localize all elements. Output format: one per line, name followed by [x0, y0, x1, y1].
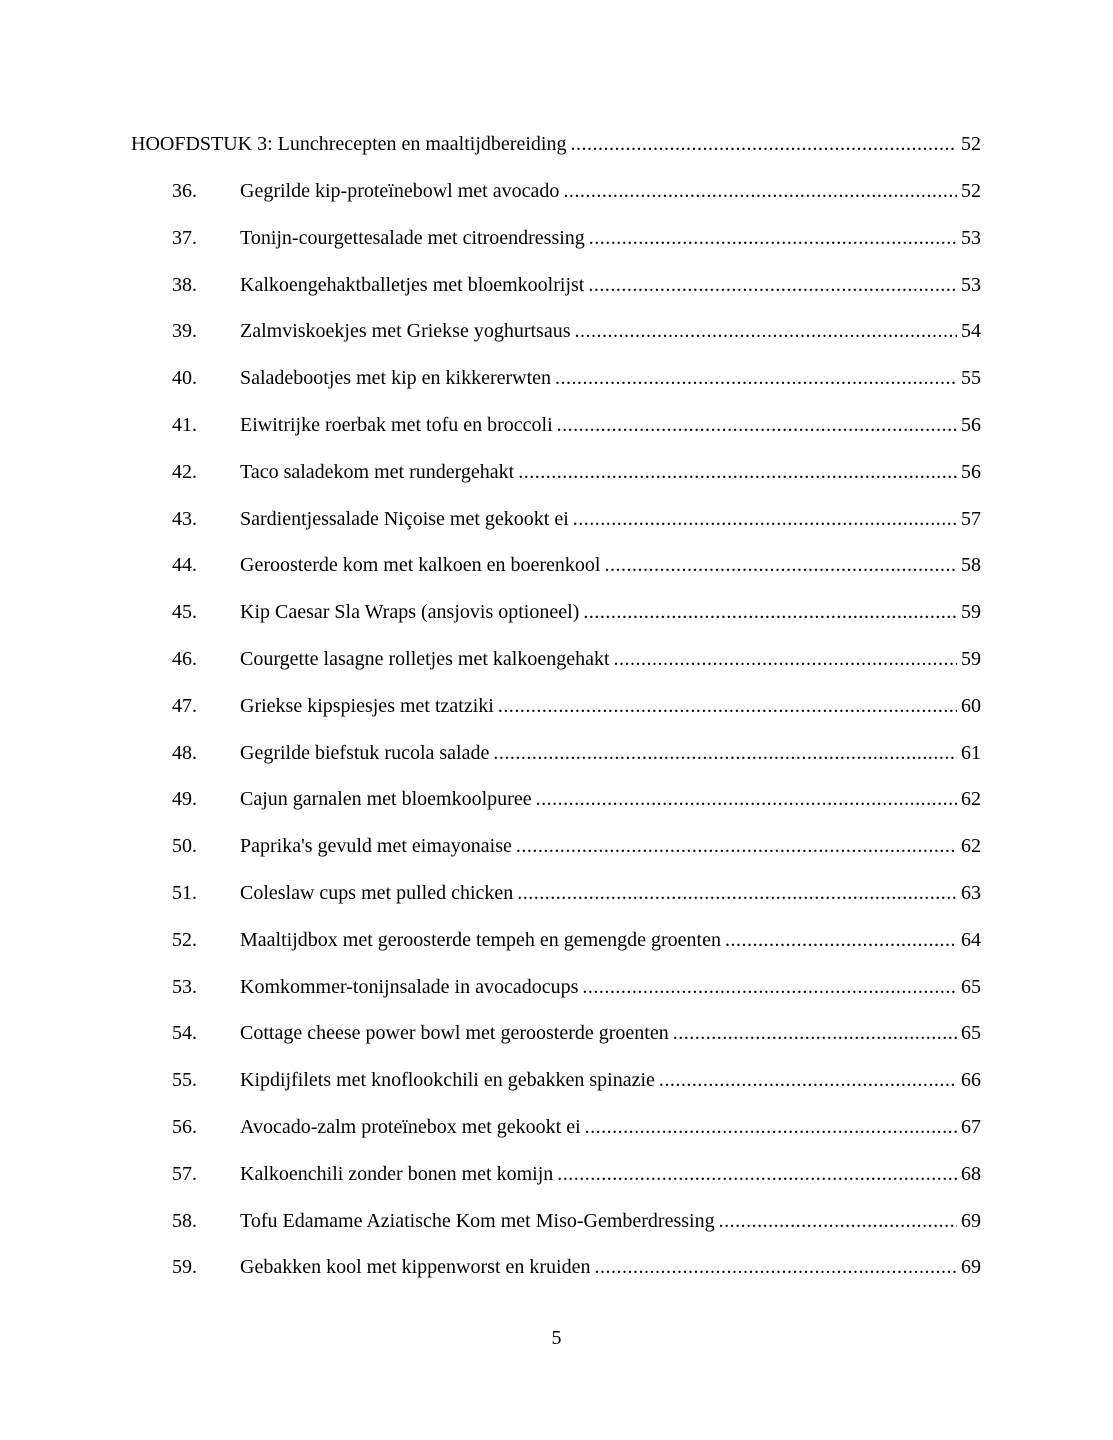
toc-dot-leader	[673, 1019, 957, 1047]
toc-entry-line[interactable]	[240, 1066, 981, 1094]
toc-entry-line[interactable]	[240, 879, 981, 907]
toc-entry-title: Griekse kipspiesjes met tzatziki	[240, 695, 494, 717]
toc-dot-leader	[536, 785, 957, 813]
toc-dot-leader	[725, 926, 957, 954]
toc-entry-number: 55.	[172, 1069, 197, 1091]
toc-entry-title: Taco saladekom met rundergehakt	[240, 461, 515, 483]
toc-entry-page: 55	[961, 367, 981, 389]
toc-entry-title: Komkommer-tonijnsalade in avocadocups	[240, 976, 579, 998]
toc-entry-line[interactable]	[240, 598, 981, 626]
toc-entry-title: Gebakken kool met kippenworst en kruiden	[240, 1256, 591, 1278]
toc-entry-title: Kalkoengehaktballetjes met bloemkoolrijst	[240, 274, 585, 296]
toc-entry-title: Geroosterde kom met kalkoen en boerenkool	[240, 554, 601, 576]
toc-entry-number: 52.	[172, 929, 197, 951]
toc-entry-line[interactable]	[240, 1253, 981, 1281]
toc-entry-line[interactable]	[240, 364, 981, 392]
toc-entry-line[interactable]	[240, 645, 981, 673]
toc-entry-page: 53	[961, 227, 981, 249]
toc-dot-leader	[594, 1253, 957, 1281]
toc-dot-leader	[563, 177, 957, 205]
toc-entry-line[interactable]	[240, 317, 981, 345]
toc-entry-line[interactable]	[240, 271, 981, 299]
toc-dot-leader	[588, 271, 957, 299]
toc-dot-leader	[570, 130, 957, 158]
toc-entry-number: 46.	[172, 648, 197, 670]
toc-dot-leader	[575, 317, 958, 345]
toc-entry-page: 59	[961, 601, 981, 623]
toc-dot-leader	[614, 645, 957, 673]
toc-entry-line[interactable]	[240, 177, 981, 205]
toc-entry-line[interactable]	[240, 1019, 981, 1047]
toc-entry-number: 49.	[172, 788, 197, 810]
toc-entry-number: 38.	[172, 274, 197, 296]
toc-entry-title: Gegrilde biefstuk rucola salade	[240, 742, 490, 764]
toc-entry-title: Tonijn-courgettesalade met citroendressing	[240, 227, 585, 249]
toc-entry-number: 44.	[172, 554, 197, 576]
toc-entry-page: 52	[961, 180, 981, 202]
toc-entry-page: 62	[961, 835, 981, 857]
toc-entry-line[interactable]	[240, 739, 981, 767]
toc-dot-leader	[555, 364, 957, 392]
toc-entry-number: 45.	[172, 601, 197, 623]
toc-entry-title: Eiwitrijke roerbak met tofu en broccoli	[240, 414, 553, 436]
toc-entry-page: 54	[961, 320, 981, 342]
toc-dot-leader	[498, 692, 957, 720]
toc-dot-leader	[516, 832, 957, 860]
toc-entry-number: 51.	[172, 882, 197, 904]
toc-dot-leader	[589, 224, 957, 252]
toc-entry-page: 60	[961, 695, 981, 717]
toc-entry-page: 53	[961, 274, 981, 296]
toc-entry-line[interactable]	[240, 411, 981, 439]
toc-entry-title: Tofu Edamame Aziatische Kom met Miso-Gemberdressing	[240, 1210, 715, 1232]
toc-dot-leader	[585, 1113, 957, 1141]
toc-entry-number: 53.	[172, 976, 197, 998]
toc-entry-number: 42.	[172, 461, 197, 483]
toc-dot-leader	[493, 739, 957, 767]
toc-entry-title: Maaltijdbox met geroosterde tempeh en gemengde groenten	[240, 929, 721, 951]
toc-entry-title: Courgette lasagne rolletjes met kalkoengehakt	[240, 648, 610, 670]
toc-dot-leader	[604, 551, 957, 579]
toc-entry-line[interactable]	[240, 832, 981, 860]
toc-entry-number: 59.	[172, 1256, 197, 1278]
toc-entry-line[interactable]	[240, 551, 981, 579]
toc-entry-title: Sardientjessalade Niçoise met gekookt ei	[240, 508, 569, 530]
toc-dot-leader	[518, 458, 957, 486]
toc-entry-number: 40.	[172, 367, 197, 389]
toc-dot-leader	[557, 411, 957, 439]
toc-dot-leader	[719, 1207, 957, 1235]
toc-entry-number: 36.	[172, 180, 197, 202]
toc-dot-leader	[517, 879, 957, 907]
toc-entry-number: 50.	[172, 835, 197, 857]
toc-entry-title: Kip Caesar Sla Wraps (ansjovis optioneel)	[240, 601, 580, 623]
toc-chapter-line[interactable]	[131, 130, 981, 158]
toc-entry-number: 54.	[172, 1022, 197, 1044]
toc-entry-line[interactable]	[240, 926, 981, 954]
toc-dot-leader	[582, 973, 957, 1001]
toc-chapter-page: 52	[961, 133, 981, 155]
toc-dot-leader	[557, 1160, 957, 1188]
toc-entry-line[interactable]	[240, 224, 981, 252]
toc-entry-page: 62	[961, 788, 981, 810]
page-number: 5	[551, 1327, 562, 1349]
toc-entry-number: 39.	[172, 320, 197, 342]
toc-entry-page: 69	[961, 1210, 981, 1232]
toc-entry-line[interactable]	[240, 785, 981, 813]
toc-entry-page: 65	[961, 976, 981, 998]
toc-entry-title: Zalmviskoekjes met Griekse yoghurtsaus	[240, 320, 571, 342]
toc-entry-number: 56.	[172, 1116, 197, 1138]
toc-entry-line[interactable]	[240, 1160, 981, 1188]
toc-entry-title: Avocado-zalm proteïnebox met gekookt ei	[240, 1116, 581, 1138]
toc-entry-page: 56	[961, 414, 981, 436]
toc-chapter-title: HOOFDSTUK 3: Lunchrecepten en maaltijdbereiding	[131, 133, 567, 155]
toc-entry-page: 69	[961, 1256, 981, 1278]
toc-entry-page: 58	[961, 554, 981, 576]
toc-entry-page: 61	[961, 742, 981, 764]
toc-dot-leader	[583, 598, 957, 626]
toc-entry-page: 57	[961, 508, 981, 530]
toc-entry-line[interactable]	[240, 505, 981, 533]
toc-entry-number: 57.	[172, 1163, 197, 1185]
toc-entry-title: Cajun garnalen met bloemkoolpuree	[240, 788, 532, 810]
toc-entry-number: 41.	[172, 414, 197, 436]
toc-entry-page: 59	[961, 648, 981, 670]
toc-entry-title: Cottage cheese power bowl met geroosterde groenten	[240, 1022, 669, 1044]
toc-entry-title: Saladebootjes met kip en kikkererwten	[240, 367, 552, 389]
toc-entry-page: 67	[961, 1116, 981, 1138]
toc-entry-page: 64	[961, 929, 981, 951]
toc-entry-title: Kalkoenchili zonder bonen met komijn	[240, 1163, 554, 1185]
toc-entry-title: Kipdijfilets met knoflookchili en gebakken spinazie	[240, 1069, 655, 1091]
toc-entry-page: 56	[961, 461, 981, 483]
toc-entry-line[interactable]	[240, 458, 981, 486]
toc-entry-title: Paprika's gevuld met eimayonaise	[240, 835, 512, 857]
toc-entry-number: 48.	[172, 742, 197, 764]
toc-entry-line[interactable]	[240, 973, 981, 1001]
toc-entry-page: 63	[961, 882, 981, 904]
toc-entry-line[interactable]	[240, 1113, 981, 1141]
toc-entry-page: 65	[961, 1022, 981, 1044]
toc-entry-title: Coleslaw cups met pulled chicken	[240, 882, 514, 904]
toc-entry-number: 47.	[172, 695, 197, 717]
toc-entry-number: 43.	[172, 508, 197, 530]
toc-dot-leader	[659, 1066, 957, 1094]
toc-entry-page: 68	[961, 1163, 981, 1185]
toc-entry-title: Gegrilde kip-proteïnebowl met avocado	[240, 180, 560, 202]
toc-entry-line[interactable]	[240, 692, 981, 720]
toc-entry-number: 58.	[172, 1210, 197, 1232]
toc-dot-leader	[573, 505, 957, 533]
toc-entry-page: 66	[961, 1069, 981, 1091]
toc-entry-line[interactable]	[240, 1207, 981, 1235]
toc-entry-number: 37.	[172, 227, 197, 249]
